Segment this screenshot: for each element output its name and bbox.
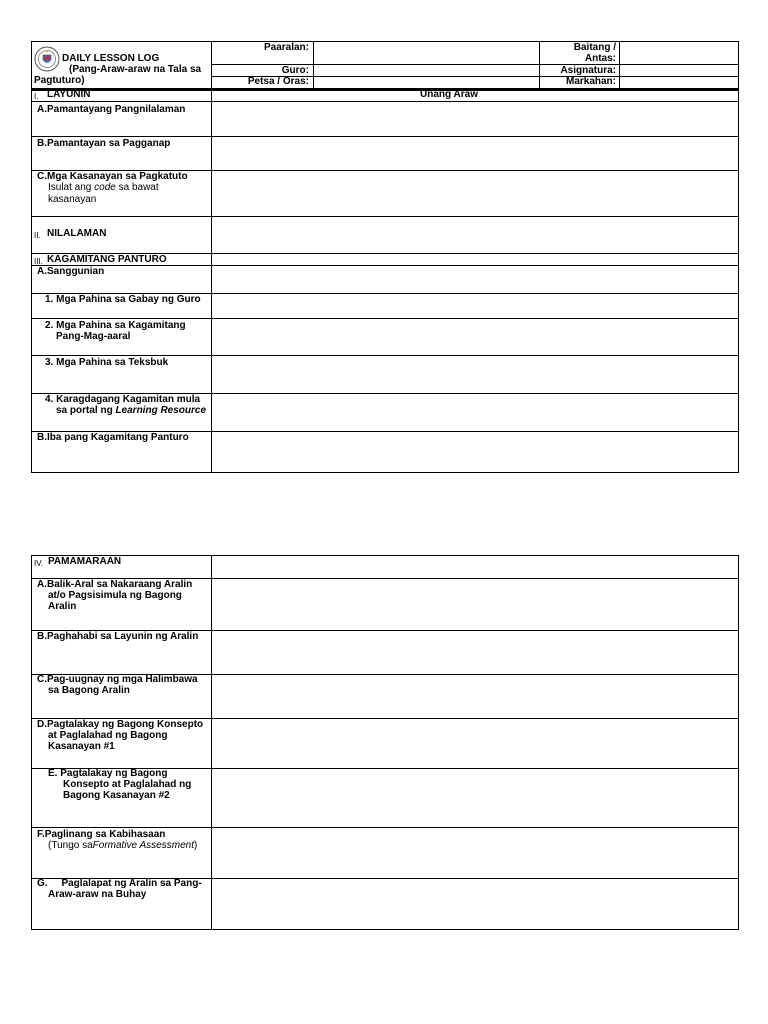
mastery-cell[interactable] (212, 828, 738, 877)
grade-label-line2: Antas: (584, 53, 616, 64)
performance-standards-cell[interactable] (212, 137, 738, 169)
review-cell[interactable] (212, 579, 738, 629)
row-label-examples-line2: sa Bagong Aralin (48, 685, 130, 696)
row-label-references: A.Sanggunian (37, 266, 105, 277)
section-2-title: NILALAMAN (47, 228, 107, 239)
section-1-number: I. (34, 92, 39, 101)
purpose-cell[interactable] (212, 631, 738, 673)
row-label-performance-standards: B.Pamantayan sa Pagganap (37, 138, 171, 149)
grade-field[interactable] (620, 42, 738, 63)
school-label: Paaralan: (263, 42, 309, 53)
content-standards-cell[interactable] (212, 102, 738, 135)
row-label-other-materials: B.Iba pang Kagamitang Panturo (37, 432, 189, 443)
teacher-guide-pages-cell[interactable] (212, 294, 738, 317)
row-label-purpose: B.Paghahabi sa Layunin ng Aralin (37, 631, 199, 642)
row-label-discussion1-line3: Kasanayan #1 (48, 741, 115, 752)
section-3-title: KAGAMITANG PANTURO (47, 254, 167, 265)
row-label-discussion1-line1: D.Pagtalakay ng Bagong Konsepto (37, 719, 204, 730)
row-label-learning-competencies: C.Mga Kasanayan sa Pagkatuto (37, 171, 188, 182)
quarter-label: Markahan: (565, 76, 616, 87)
doc-title: DAILY LESSON LOG (62, 53, 160, 64)
row-label-review-line3: Aralin (48, 601, 77, 612)
row-label-learner-material-pages-line1: 2. Mga Pahina sa Kagamitang (45, 320, 186, 331)
subject-field[interactable] (620, 65, 738, 75)
table1-rule (31, 265, 739, 266)
row-label-additional-materials-line2: sa portal ng Learning Resource (56, 405, 207, 416)
row-label-textbook-pages: 3. Mga Pahina sa Teksbuk (45, 357, 169, 368)
section-2-number: II. (34, 231, 41, 240)
row-label-application-line1: G. Paglalapat ng Aralin sa Pang- (37, 878, 202, 889)
row-label-discussion2-line2: Konsepto at Paglalahad ng (63, 779, 192, 790)
grade-label-line1: Baitang / (573, 42, 616, 53)
date-time-label: Petsa / Oras: (247, 76, 309, 87)
competencies-note-line2: kasanayan (48, 194, 97, 205)
row-label-additional-materials-line1: 4. Karagdagang Kagamitan mula (45, 394, 201, 405)
date-time-field[interactable] (314, 77, 538, 88)
section-3-number: III. (34, 257, 43, 266)
learner-material-pages-cell[interactable] (212, 319, 738, 354)
content-cell[interactable] (212, 217, 738, 252)
competencies-note-line1: Isulat ang code sa bawat (48, 182, 159, 193)
row-label-discussion2-line3: Bagong Kasanayan #2 (63, 790, 170, 801)
additional-materials-cell[interactable] (212, 394, 738, 430)
section-1-title: LAYUNIN (47, 89, 91, 100)
row-label-examples-line1: C.Pag-uugnay ng mga Halimbawa (37, 674, 198, 685)
doc-subtitle-line1: (Pang-Araw-araw na Tala sa (69, 64, 202, 75)
day-column-header: Unang Araw (420, 89, 478, 100)
row-label-review-line2: at/o Pagsisimula ng Bagong (48, 590, 182, 601)
row-label-discussion2-line1: E. Pagtalakay ng Bagong (48, 768, 168, 779)
teacher-field[interactable] (314, 65, 538, 75)
discussion2-cell[interactable] (212, 769, 738, 826)
subject-label: Asignatura: (560, 65, 616, 76)
section-4-title: PAMAMARAAN (48, 556, 122, 567)
application-cell[interactable] (212, 879, 738, 929)
row-label-discussion1-line2: at Paglalahad ng Bagong (48, 730, 168, 741)
row-label-mastery-note: (Tungo saFormative Assessment) (48, 840, 198, 851)
row-label-mastery: F.Paglinang sa Kabihasaan (37, 829, 166, 840)
row-label-teacher-guide-pages: 1. Mga Pahina sa Gabay ng Guro (45, 294, 201, 305)
other-materials-cell[interactable] (212, 432, 738, 472)
discussion1-cell[interactable] (212, 719, 738, 767)
row-label-review-line1: A.Balik-Aral sa Nakaraang Aralin (37, 579, 193, 590)
procedures-cell[interactable] (212, 556, 738, 577)
school-field[interactable] (314, 42, 538, 63)
examples-cell[interactable] (212, 675, 738, 717)
table1-rule (31, 89, 739, 91)
doc-subtitle-line2: Pagtuturo) (34, 75, 85, 86)
row-label-learner-material-pages-line2: Pang-Mag-aaral (56, 331, 131, 342)
header-divider-1 (211, 41, 212, 89)
teacher-label: Guro: (281, 65, 309, 76)
row-label-application-line2: Araw-araw na Buhay (48, 889, 147, 900)
quarter-field[interactable] (620, 77, 738, 88)
learning-competencies-cell[interactable] (212, 171, 738, 215)
row-label-content-standards: A.Pamantayang Pangnilalaman (37, 104, 186, 115)
textbook-pages-cell[interactable] (212, 356, 738, 392)
deped-seal-icon (34, 46, 60, 72)
section-4-number: IV. (34, 559, 44, 568)
